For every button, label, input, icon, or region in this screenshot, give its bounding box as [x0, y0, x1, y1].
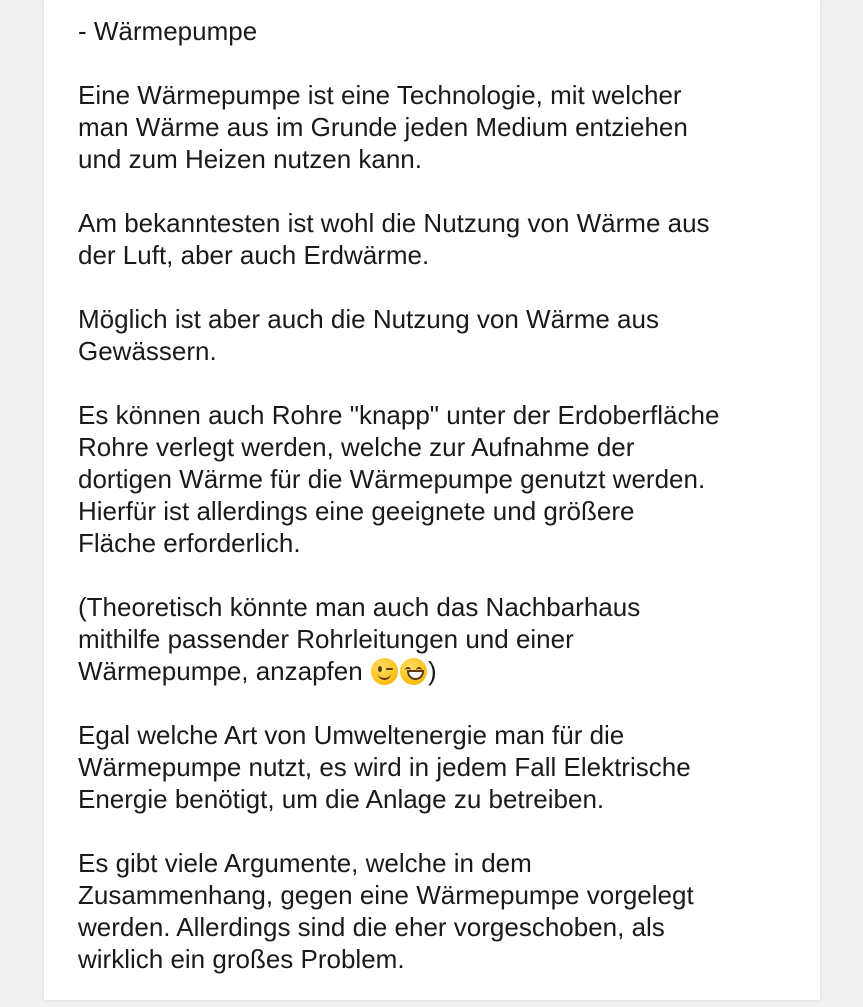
- paragraph-neighbor-suffix: ): [427, 656, 437, 686]
- paragraph-neighbor-text: (Theoretisch könnte man auch das Nachbarhaus mithilfe passender Rohrleitungen und einer Wärmepumpe, anzapfen: [78, 592, 641, 686]
- grinning-face-icon: [400, 658, 427, 685]
- post-body: [78, 15, 808, 1007]
- paragraph-arguments: Es gibt viele Argumente, welche in dem Zusammenhang, gegen eine Wärmepumpe vorgelegt werden. Allerdings sind die eher vorgeschoben, als wirklich ein großes Problem.: [78, 848, 694, 974]
- paragraph-neighbor-joke: [78, 591, 808, 687]
- paragraph-pipes: Es können auch Rohre "knapp" unter der Erdoberfläche Rohre verlegt werden, welche zur Aufnahme der dortigen Wärme für die Wärmepumpe genutzt werden. Hierfür ist allerdings eine geeignete und größere Fläche erforderlich.: [78, 400, 720, 558]
- paragraph-air-geothermal: Am bekanntesten ist wohl die Nutzung von Wärme aus der Luft, aber auch Erdwärme.: [78, 208, 710, 270]
- paragraph-electricity: Egal welche Art von Umweltenergie man für die Wärmepumpe nutzt, es wird in jedem Fall Elektrische Energie benötigt, um die Anlage zu betreiben.: [78, 720, 691, 814]
- post-heading: - Wärmepumpe: [78, 16, 258, 46]
- paragraph-water: Möglich ist aber auch die Nutzung von Wärme aus Gewässern.: [78, 304, 659, 366]
- paragraph-definition: Eine Wärmepumpe ist eine Technologie, mit welcher man Wärme aus im Grunde jeden Medium entziehen und zum Heizen nutzen kann.: [78, 80, 688, 174]
- post-card: [44, 0, 820, 1000]
- winking-face-icon: [371, 658, 398, 685]
